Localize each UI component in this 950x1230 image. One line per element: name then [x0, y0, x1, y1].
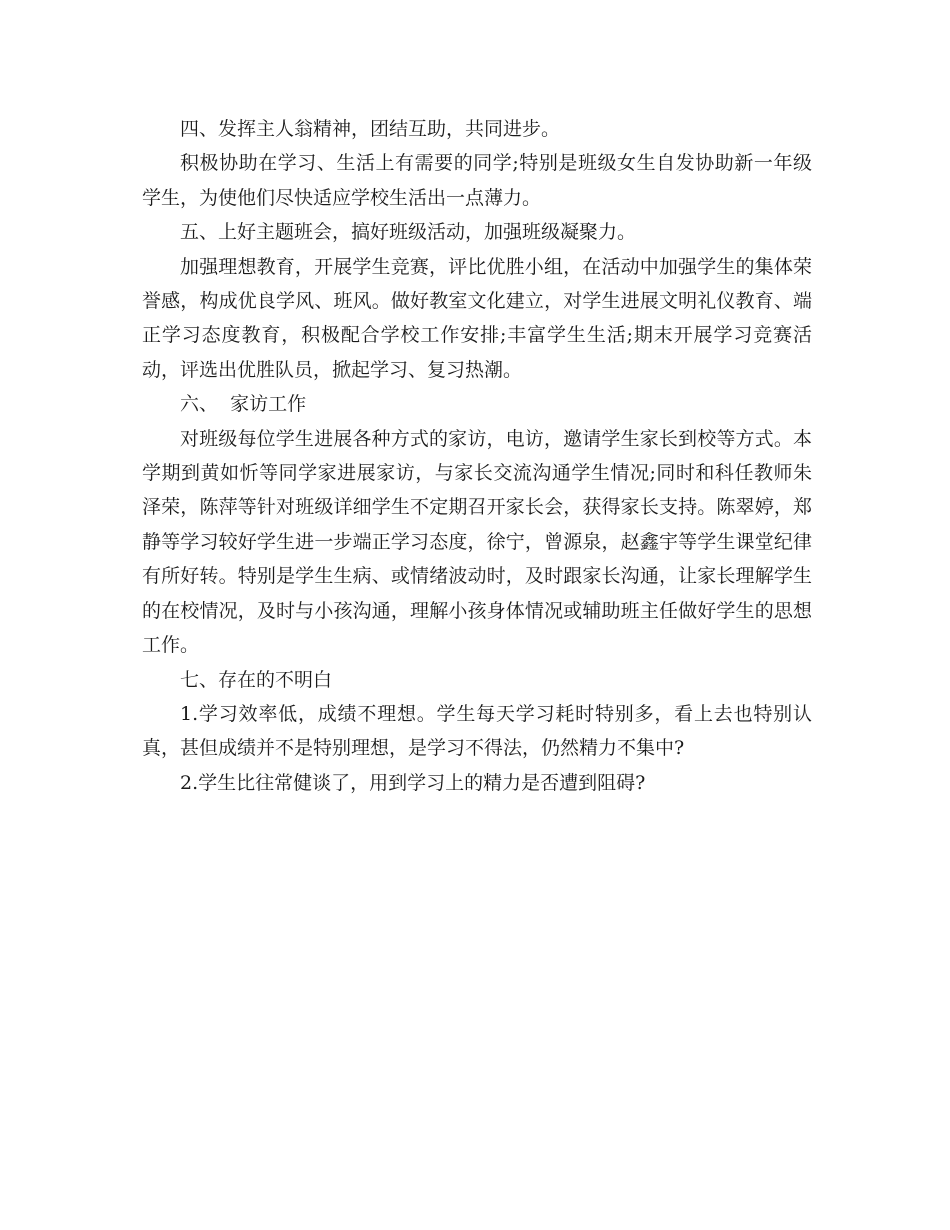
paragraph-issue-2: 2.学生比往常健谈了，用到学习上的精力是否遭到阻碍? [180, 771, 646, 794]
paragraph-issue-1: 1.学习效率低，成绩不理想。学生每天学习耗时特别多，看上去也特别认真，甚但成绩并不是特别理想，是学习不得法，仍然精力不集中? [142, 702, 812, 760]
section-heading-7: 七、存在的不明白 [180, 668, 333, 691]
section-heading-6: 六、 家访工作 [180, 393, 307, 416]
paragraph-class-activities: 加强理想教育，开展学生竞赛，评比优胜小组，在活动中加强学生的集体荣誉感，构成优良学风、班风。做好教室文化建立，对学生进展文明礼仪教育、端正学习态度教育，积极配合学校工作安排;丰富学生生活;期末开展学习竞赛活动，评选出优胜队员，掀起学习、复习热潮。 [142, 255, 812, 381]
section-heading-5: 五、上好主题班会，搞好班级活动，加强班级凝聚力。 [180, 221, 637, 244]
document-body [142, 112, 812, 800]
paragraph-home-visits: 对班级每位学生进展各种方式的家访，电访，邀请学生家长到校等方式。本学期到黄如忻等同学家进展家访，与家长交流沟通学生情况;同时和科任教师朱泽荣，陈萍等针对班级详细学生不定期召开家长会，获得家长支持。陈翠婷，郑静等学习较好学生进一步端正学习态度，徐宁，曾源泉，赵鑫宇等学生课堂纪律有所好转。特别是学生生病、或情绪波动时，及时跟家长沟通，让家长理解学生的在校情况，及时与小孩沟通，理解小孩身体情况或辅助班主任做好学生的思想工作。 [142, 427, 812, 657]
paragraph-mutual-help: 积极协助在学习、生活上有需要的同学;特别是班级女生自发协助新一年级学生，为使他们尽快适应学校生活出一点薄力。 [142, 152, 812, 209]
section-heading-4: 四、发挥主人翁精神，团结互助，共同进步。 [180, 118, 561, 140]
